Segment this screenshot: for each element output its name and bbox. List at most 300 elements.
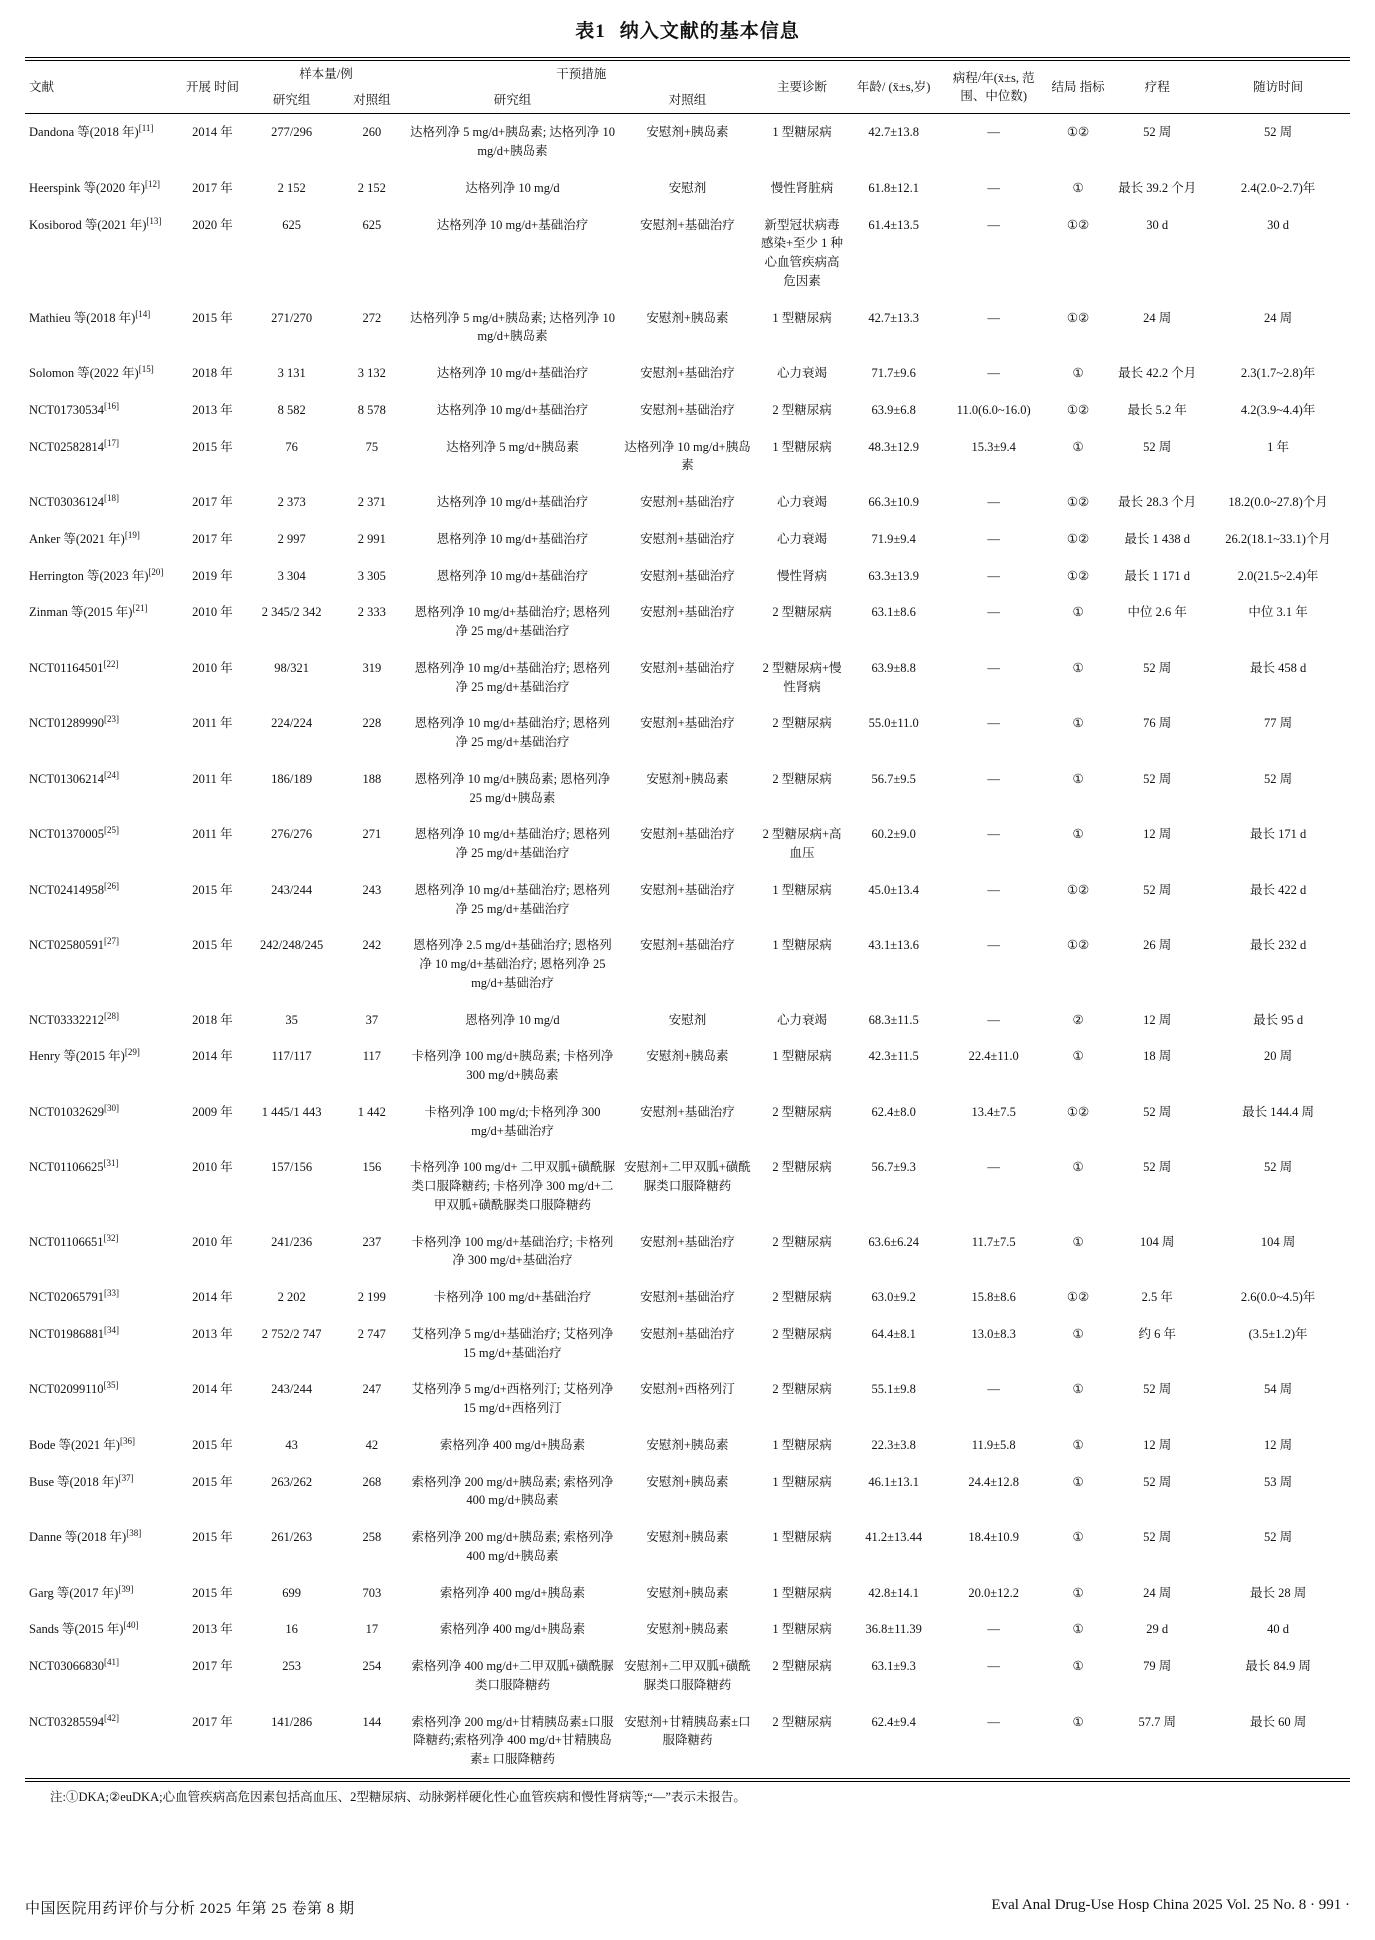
cell-duration: — bbox=[987, 1714, 1000, 1729]
cell-followup: 52 周 bbox=[1264, 1530, 1293, 1544]
cell-dx: 新型冠状病毒感染+至少 1 种心血管疾病高危因素 bbox=[761, 217, 844, 288]
cell-tx-control: 安慰剂+基础治疗 bbox=[640, 605, 735, 620]
cell-course: 79 周 bbox=[1143, 1659, 1172, 1673]
literature-name: Danne 等(2018 年) bbox=[29, 1530, 127, 1544]
cell-course: 18 周 bbox=[1143, 1049, 1172, 1064]
cell-tx-study: 艾格列净 5 mg/d+基础治疗; 艾格列净 15 mg/d+基础治疗 bbox=[411, 1326, 614, 1360]
literature-name: NCT02065791 bbox=[29, 1290, 104, 1304]
cell-outcome: ① bbox=[1072, 1530, 1084, 1544]
cell-age: 60.2±9.0 bbox=[871, 827, 916, 842]
cell-course: 12 周 bbox=[1143, 827, 1172, 842]
literature-name: NCT01032629 bbox=[29, 1104, 104, 1119]
cell-tx-study: 卡格列净 100 mg/d;卡格列净 300 mg/d+基础治疗 bbox=[424, 1104, 601, 1138]
cell-tx-study: 恩格列净 10 mg/d+基础治疗; 恩格列净 25 mg/d+基础治疗 bbox=[414, 827, 611, 860]
header-duration: 病程/年(x̄±s, 范围、中位数) bbox=[952, 71, 1035, 104]
reference-number: [30] bbox=[104, 1102, 119, 1113]
cell-outcome: ① bbox=[1072, 716, 1084, 731]
cell-tx-control: 安慰剂+胰岛素 bbox=[646, 1530, 729, 1544]
literature-name: NCT01106651 bbox=[29, 1234, 104, 1249]
cell-duration: — bbox=[987, 771, 1000, 786]
reference-number: [11] bbox=[138, 123, 154, 134]
cell-tx-control: 安慰剂+基础治疗 bbox=[640, 495, 735, 509]
cell-outcome: ① bbox=[1072, 1585, 1084, 1600]
table-title bbox=[0, 0, 1375, 43]
cell-age: 42.7±13.3 bbox=[868, 310, 919, 325]
cell-literature bbox=[25, 761, 179, 817]
cell-age: 45.0±13.4 bbox=[868, 882, 919, 897]
cell-course: 最长 1 171 d bbox=[1124, 568, 1191, 583]
cell-tx-study: 恩格列净 10 mg/d bbox=[465, 1012, 560, 1027]
cell-outcome: ①② bbox=[1066, 125, 1090, 140]
cell-tx-control: 安慰剂+胰岛素 bbox=[646, 310, 729, 325]
cell-age: 71.9±9.4 bbox=[871, 531, 916, 546]
header-literature: 文献 bbox=[29, 80, 55, 95]
header-outcome: 结局 指标 bbox=[1051, 80, 1105, 95]
cell-duration: — bbox=[987, 180, 1000, 195]
table-row bbox=[25, 1149, 1350, 1223]
literature-name: NCT03066830 bbox=[29, 1659, 104, 1673]
cell-year: 2014 年 bbox=[192, 1290, 233, 1304]
cell-literature bbox=[25, 1002, 179, 1039]
reference-number: [28] bbox=[104, 1010, 119, 1021]
cell-duration: — bbox=[987, 716, 1000, 731]
cell-age: 55.1±9.8 bbox=[871, 1382, 916, 1397]
cell-literature bbox=[25, 114, 179, 170]
cell-outcome: ① bbox=[1072, 660, 1084, 675]
cell-tx-control: 安慰剂+胰岛素 bbox=[646, 125, 729, 140]
cell-duration: — bbox=[987, 217, 1000, 232]
cell-n-study: 2 752/2 747 bbox=[261, 1326, 322, 1341]
cell-n-control: 625 bbox=[362, 217, 382, 232]
cell-outcome: ①② bbox=[1066, 882, 1090, 897]
reference-number: [33] bbox=[104, 1287, 119, 1298]
literature-name: Zinman 等(2015 年) bbox=[29, 605, 133, 620]
cell-duration: — bbox=[987, 938, 1000, 953]
literature-name: NCT03036124 bbox=[29, 495, 104, 509]
cell-n-study: 2 997 bbox=[277, 531, 306, 546]
cell-tx-study: 恩格列净 10 mg/d+基础治疗 bbox=[436, 568, 589, 583]
cell-dx: 心力衰竭 bbox=[777, 495, 828, 509]
cell-dx: 慢性肾脏病 bbox=[770, 180, 834, 195]
cell-outcome: ①② bbox=[1066, 217, 1090, 232]
table-footnote: 注:①DKA;②euDKA;心血管疾病高危因素包括高血压、2型糖尿病、动脉粥样硬化性心血管疾病和慢性肾病等;“—”表示未报告。 bbox=[50, 1789, 746, 1804]
cell-n-study: 2 152 bbox=[277, 180, 306, 195]
cell-n-control: 247 bbox=[362, 1382, 382, 1397]
table-title-label: 表1 bbox=[575, 21, 606, 42]
literature-name: Buse 等(2018 年) bbox=[29, 1474, 119, 1489]
reference-number: [34] bbox=[104, 1324, 119, 1335]
cell-followup: 24 周 bbox=[1264, 310, 1293, 325]
cell-tx-control: 安慰剂+基础治疗 bbox=[640, 366, 735, 380]
cell-duration: — bbox=[987, 827, 1000, 842]
cell-n-study: 277/296 bbox=[271, 125, 313, 140]
cell-age: 41.2±13.44 bbox=[865, 1530, 923, 1544]
cell-n-study: 117/117 bbox=[271, 1049, 312, 1064]
cell-tx-control: 安慰剂+基础治疗 bbox=[640, 531, 735, 546]
cell-n-control: 2 333 bbox=[357, 605, 386, 620]
cell-followup: 18.2(0.0~27.8)个月 bbox=[1228, 495, 1328, 509]
cell-n-control: 258 bbox=[362, 1530, 382, 1544]
cell-age: 56.7±9.3 bbox=[871, 1160, 916, 1175]
cell-tx-study: 索格列净 400 mg/d+胰岛素 bbox=[439, 1437, 586, 1452]
cell-n-control: 2 199 bbox=[357, 1290, 386, 1304]
cell-n-control: 272 bbox=[362, 310, 382, 325]
cell-tx-control: 安慰剂+西格列汀 bbox=[640, 1382, 735, 1397]
table-row bbox=[25, 761, 1350, 817]
cell-n-control: 1 442 bbox=[357, 1104, 386, 1119]
cell-literature bbox=[25, 1094, 179, 1150]
cell-literature bbox=[25, 650, 179, 706]
cell-course: 12 周 bbox=[1143, 1012, 1172, 1027]
cell-tx-study: 达格列净 10 mg/d+基础治疗 bbox=[436, 366, 589, 380]
cell-duration: 15.8±8.6 bbox=[971, 1290, 1016, 1304]
cell-tx-study: 恩格列净 10 mg/d+基础治疗; 恩格列净 25 mg/d+基础治疗 bbox=[414, 660, 611, 694]
cell-duration: — bbox=[987, 1622, 1000, 1637]
cell-tx-study: 卡格列净 100 mg/d+胰岛素; 卡格列净 300 mg/d+胰岛素 bbox=[411, 1049, 614, 1082]
cell-literature bbox=[25, 1519, 179, 1575]
cell-n-study: 243/244 bbox=[271, 882, 313, 897]
cell-n-study: 186/189 bbox=[271, 771, 313, 786]
cell-tx-control: 安慰剂+基础治疗 bbox=[640, 568, 735, 583]
cell-n-control: 703 bbox=[362, 1585, 382, 1600]
cell-tx-control: 安慰剂+甘精胰岛素±口服降糖药 bbox=[624, 1714, 751, 1748]
table-row bbox=[25, 1094, 1350, 1150]
cell-duration: — bbox=[987, 495, 1000, 509]
cell-year: 2011 年 bbox=[192, 827, 233, 842]
cell-n-control: 268 bbox=[362, 1474, 382, 1489]
cell-literature bbox=[25, 1371, 179, 1427]
cell-course: 52 周 bbox=[1143, 660, 1172, 675]
cell-followup: 77 周 bbox=[1264, 716, 1293, 731]
cell-outcome: ② bbox=[1072, 1012, 1084, 1027]
cell-course: 最长 42.2 个月 bbox=[1118, 366, 1197, 380]
cell-n-control: 260 bbox=[362, 125, 382, 140]
literature-name: NCT03332212 bbox=[29, 1012, 104, 1027]
table-row bbox=[25, 558, 1350, 595]
reference-number: [39] bbox=[118, 1583, 134, 1594]
cell-dx: 心力衰竭 bbox=[777, 531, 828, 546]
cell-dx: 2 型糖尿病 bbox=[772, 1104, 832, 1119]
cell-followup: 20 周 bbox=[1264, 1049, 1293, 1064]
cell-literature bbox=[25, 355, 179, 392]
reference-number: [37] bbox=[118, 1472, 134, 1483]
cell-literature bbox=[25, 816, 179, 872]
cell-duration: 11.0(6.0~16.0) bbox=[956, 402, 1031, 417]
cell-n-control: 319 bbox=[362, 660, 382, 675]
cell-tx-control: 达格列净 10 mg/d+胰岛素 bbox=[624, 439, 751, 473]
cell-n-study: 16 bbox=[285, 1622, 298, 1637]
cell-course: 最长 1 438 d bbox=[1124, 531, 1191, 546]
literature-name: Kosiborod 等(2021 年) bbox=[29, 217, 147, 232]
cell-n-study: 76 bbox=[285, 439, 298, 454]
cell-age: 64.4±8.1 bbox=[871, 1326, 916, 1341]
cell-year: 2013 年 bbox=[192, 1622, 233, 1637]
cell-n-control: 37 bbox=[365, 1012, 379, 1027]
cell-tx-control: 安慰剂+胰岛素 bbox=[646, 1622, 729, 1637]
cell-outcome: ① bbox=[1072, 1659, 1084, 1673]
reference-number: [35] bbox=[103, 1380, 119, 1391]
cell-age: 62.4±8.0 bbox=[871, 1104, 916, 1119]
cell-dx: 2 型糖尿病 bbox=[772, 1382, 832, 1397]
cell-tx-control: 安慰剂+胰岛素 bbox=[646, 1585, 729, 1600]
cell-n-control: 42 bbox=[365, 1437, 379, 1452]
table-row bbox=[25, 300, 1350, 356]
reference-number: [38] bbox=[126, 1527, 142, 1538]
cell-n-control: 3 305 bbox=[357, 568, 386, 583]
cell-n-study: 2 345/2 342 bbox=[261, 605, 322, 620]
cell-duration: — bbox=[987, 531, 1000, 546]
literature-name: NCT01106625 bbox=[29, 1160, 104, 1175]
cell-age: 61.4±13.5 bbox=[868, 217, 919, 232]
cell-course: 最长 39.2 个月 bbox=[1118, 180, 1197, 195]
cell-literature bbox=[25, 1224, 179, 1280]
table-row bbox=[25, 1427, 1350, 1464]
literature-name: NCT03285594 bbox=[29, 1714, 104, 1729]
reference-number: [24] bbox=[104, 769, 119, 780]
cell-n-study: 261/263 bbox=[271, 1530, 313, 1544]
cell-tx-control: 安慰剂+基础治疗 bbox=[640, 716, 735, 731]
cell-tx-study: 艾格列净 5 mg/d+西格列汀; 艾格列净 15 mg/d+西格列汀 bbox=[411, 1382, 614, 1415]
cell-followup: 最长 28 周 bbox=[1249, 1585, 1307, 1600]
cell-followup: 2.0(21.5~2.4)年 bbox=[1237, 568, 1319, 583]
cell-dx: 1 型糖尿病 bbox=[772, 1530, 832, 1544]
cell-n-study: 224/224 bbox=[271, 716, 313, 731]
cell-outcome: ① bbox=[1072, 771, 1084, 786]
cell-age: 63.0±9.2 bbox=[871, 1290, 916, 1304]
reference-number: [19] bbox=[124, 529, 140, 540]
cell-outcome: ①② bbox=[1066, 938, 1090, 953]
cell-outcome: ① bbox=[1072, 1234, 1084, 1249]
cell-year: 2011 年 bbox=[192, 771, 233, 786]
header-followup: 随访时间 bbox=[1253, 80, 1304, 95]
literature-name: NCT01289990 bbox=[29, 716, 104, 731]
cell-n-control: 75 bbox=[365, 439, 379, 454]
cell-year: 2015 年 bbox=[192, 1530, 233, 1544]
cell-outcome: ① bbox=[1072, 1382, 1084, 1397]
cell-followup: 52 周 bbox=[1264, 125, 1293, 140]
cell-outcome: ① bbox=[1072, 439, 1084, 454]
reference-number: [15] bbox=[138, 363, 154, 374]
cell-duration: 22.4±11.0 bbox=[968, 1049, 1019, 1064]
literature-name: NCT02580591 bbox=[29, 938, 104, 953]
header-sample-control: 对照组 bbox=[353, 93, 391, 108]
cell-duration: 11.9±5.8 bbox=[971, 1437, 1016, 1452]
cell-followup: 最长 232 d bbox=[1249, 938, 1307, 953]
cell-duration: 24.4±12.8 bbox=[968, 1474, 1019, 1489]
cell-age: 63.3±13.9 bbox=[868, 568, 919, 583]
cell-literature bbox=[25, 1648, 179, 1704]
table-row bbox=[25, 816, 1350, 872]
cell-tx-study: 索格列净 200 mg/d+甘精胰岛素±口服降糖药;索格列净 400 mg/d+甘精胰岛素± 口服降糖药 bbox=[411, 1714, 614, 1766]
table-row bbox=[25, 392, 1350, 429]
cell-outcome: ①② bbox=[1066, 568, 1090, 583]
cell-tx-study: 恩格列净 10 mg/d+基础治疗; 恩格列净 25 mg/d+基础治疗 bbox=[414, 605, 611, 638]
cell-dx: 2 型糖尿病 bbox=[772, 1714, 832, 1729]
cell-age: 61.8±12.1 bbox=[868, 180, 919, 195]
cell-n-study: 253 bbox=[282, 1659, 302, 1673]
table-row bbox=[25, 1519, 1350, 1575]
cell-duration: 13.0±8.3 bbox=[971, 1326, 1016, 1341]
table-row bbox=[25, 927, 1350, 1001]
cell-year: 2015 年 bbox=[192, 938, 233, 953]
cell-n-control: 2 371 bbox=[357, 495, 386, 509]
cell-n-control: 8 578 bbox=[357, 402, 386, 417]
cell-duration: — bbox=[987, 125, 1000, 140]
reference-number: [26] bbox=[104, 880, 119, 891]
cell-tx-study: 达格列净 10 mg/d bbox=[465, 180, 560, 195]
literature-name: Bode 等(2021 年) bbox=[29, 1437, 120, 1452]
cell-outcome: ① bbox=[1072, 827, 1084, 842]
cell-n-control: 2 747 bbox=[357, 1326, 386, 1341]
cell-n-study: 625 bbox=[282, 217, 302, 232]
cell-year: 2017 年 bbox=[192, 531, 233, 546]
cell-course: 57.7 周 bbox=[1138, 1714, 1176, 1729]
cell-literature bbox=[25, 1279, 179, 1316]
cell-tx-control: 安慰剂+基础治疗 bbox=[640, 882, 735, 897]
table-row bbox=[25, 1464, 1350, 1520]
cell-dx: 1 型糖尿病 bbox=[772, 882, 832, 897]
cell-dx: 慢性肾病 bbox=[777, 568, 828, 583]
cell-age: 46.1±13.1 bbox=[868, 1474, 919, 1489]
cell-duration: 18.4±10.9 bbox=[968, 1530, 1019, 1544]
cell-age: 22.3±3.8 bbox=[871, 1437, 916, 1452]
cell-age: 66.3±10.9 bbox=[868, 495, 919, 509]
cell-course: 76 周 bbox=[1143, 716, 1172, 731]
header-sample-group: 样本量/例 bbox=[299, 67, 353, 81]
cell-n-control: 228 bbox=[362, 716, 382, 731]
cell-dx: 1 型糖尿病 bbox=[772, 1622, 832, 1637]
literature-name: NCT01164501 bbox=[29, 660, 104, 675]
cell-age: 63.1±8.6 bbox=[871, 605, 916, 620]
cell-year: 2009 年 bbox=[192, 1104, 233, 1119]
cell-year: 2018 年 bbox=[192, 1012, 233, 1027]
cell-year: 2014 年 bbox=[192, 1382, 233, 1397]
reference-number: [12] bbox=[144, 178, 160, 189]
cell-outcome: ① bbox=[1072, 1622, 1084, 1637]
cell-outcome: ① bbox=[1072, 1714, 1084, 1729]
header-diagnosis: 主要诊断 bbox=[777, 80, 828, 95]
cell-tx-control: 安慰剂+二甲双胍+磺酰脲类口服降糖药 bbox=[624, 1659, 751, 1692]
cell-course: 26 周 bbox=[1143, 938, 1172, 953]
cell-tx-control: 安慰剂+基础治疗 bbox=[640, 938, 735, 953]
cell-literature bbox=[25, 392, 179, 429]
cell-followup: 1 年 bbox=[1267, 439, 1290, 454]
cell-dx: 2 型糖尿病 bbox=[772, 605, 832, 620]
cell-year: 2013 年 bbox=[192, 1326, 233, 1341]
cell-tx-study: 卡格列净 100 mg/d+基础治疗 bbox=[433, 1290, 592, 1304]
cell-n-study: 271/270 bbox=[271, 310, 313, 325]
table-row bbox=[25, 650, 1350, 706]
cell-year: 2017 年 bbox=[192, 180, 233, 195]
cell-age: 56.7±9.5 bbox=[871, 771, 916, 786]
cell-dx: 2 型糖尿病+慢性肾病 bbox=[762, 660, 842, 694]
cell-dx: 1 型糖尿病 bbox=[772, 125, 832, 140]
literature-name: Solomon 等(2022 年) bbox=[29, 366, 139, 380]
cell-dx: 2 型糖尿病 bbox=[772, 1326, 832, 1341]
cell-literature bbox=[25, 558, 179, 595]
cell-year: 2013 年 bbox=[192, 402, 233, 417]
literature-name: NCT02582814 bbox=[29, 439, 104, 454]
cell-course: 12 周 bbox=[1143, 1437, 1172, 1452]
page-footer bbox=[25, 1897, 1350, 1918]
header-age: 年龄/ (x̄±s,岁) bbox=[856, 80, 931, 95]
cell-literature bbox=[25, 1149, 179, 1223]
cell-outcome: ①② bbox=[1066, 402, 1090, 417]
reference-number: [14] bbox=[135, 308, 151, 319]
cell-tx-study: 达格列净 10 mg/d+基础治疗 bbox=[436, 217, 589, 232]
cell-dx: 1 型糖尿病 bbox=[772, 938, 832, 953]
reference-number: [23] bbox=[104, 714, 119, 725]
header-intervention-study: 研究组 bbox=[493, 93, 532, 108]
reference-number: [40] bbox=[123, 1620, 139, 1631]
cell-dx: 2 型糖尿病 bbox=[772, 1290, 832, 1304]
cell-tx-control: 安慰剂+基础治疗 bbox=[640, 1290, 735, 1304]
cell-tx-study: 恩格列净 10 mg/d+基础治疗; 恩格列净 25 mg/d+基础治疗 bbox=[414, 882, 611, 916]
cell-dx: 2 型糖尿病 bbox=[772, 1160, 832, 1175]
header-start-time: 开展 时间 bbox=[185, 80, 240, 95]
reference-number: [42] bbox=[104, 1712, 119, 1723]
reference-number: [31] bbox=[103, 1158, 119, 1169]
cell-outcome: ①② bbox=[1066, 531, 1090, 546]
cell-literature bbox=[25, 521, 179, 558]
cell-tx-study: 恩格列净 10 mg/d+基础治疗; 恩格列净 25 mg/d+基础治疗 bbox=[414, 716, 611, 749]
cell-n-control: 243 bbox=[362, 882, 382, 897]
cell-year: 2015 年 bbox=[192, 1474, 233, 1489]
cell-n-control: 117 bbox=[362, 1049, 381, 1064]
reference-number: [16] bbox=[104, 400, 119, 411]
cell-dx: 2 型糖尿病 bbox=[772, 1659, 832, 1673]
cell-n-study: 8 582 bbox=[277, 402, 306, 417]
cell-n-control: 188 bbox=[362, 771, 382, 786]
literature-name: Sands 等(2015 年) bbox=[29, 1622, 124, 1637]
cell-literature bbox=[25, 705, 179, 761]
cell-duration: — bbox=[987, 882, 1000, 897]
cell-age: 42.7±13.8 bbox=[868, 125, 919, 140]
reference-number: [13] bbox=[146, 215, 162, 226]
literature-name: Anker 等(2021 年) bbox=[29, 531, 125, 546]
cell-dx: 2 型糖尿病+高血压 bbox=[762, 827, 842, 860]
cell-course: 最长 5.2 年 bbox=[1127, 402, 1187, 417]
cell-duration: 20.0±12.2 bbox=[968, 1585, 1019, 1600]
literature-name: Herrington 等(2023 年) bbox=[29, 568, 149, 583]
cell-n-control: 156 bbox=[362, 1160, 382, 1175]
cell-tx-study: 达格列净 10 mg/d+基础治疗 bbox=[436, 402, 589, 417]
cell-followup: 最长 458 d bbox=[1249, 660, 1307, 675]
cell-year: 2020 年 bbox=[192, 217, 233, 232]
cell-tx-study: 卡格列净 100 mg/d+ 二甲双胍+磺酰脲类口服降糖药; 卡格列净 300 mg/d+二甲双胍+磺酰脲类口服降糖药 bbox=[409, 1160, 616, 1212]
literature-name: NCT01370005 bbox=[29, 827, 104, 842]
cell-n-control: 17 bbox=[365, 1622, 379, 1637]
table-row bbox=[25, 170, 1350, 207]
cell-followup: 52 周 bbox=[1264, 771, 1293, 786]
cell-tx-study: 索格列净 400 mg/d+胰岛素 bbox=[439, 1585, 586, 1600]
table-row bbox=[25, 705, 1350, 761]
cell-dx: 1 型糖尿病 bbox=[772, 310, 832, 325]
literature-name: NCT01730534 bbox=[29, 402, 104, 417]
cell-dx: 1 型糖尿病 bbox=[772, 1585, 832, 1600]
table-row bbox=[25, 521, 1350, 558]
cell-tx-control: 安慰剂+基础治疗 bbox=[640, 217, 735, 232]
header-sample-study: 研究组 bbox=[272, 93, 311, 108]
cell-literature bbox=[25, 1464, 179, 1520]
cell-n-study: 243/244 bbox=[271, 1382, 313, 1397]
cell-followup: 104 周 bbox=[1260, 1234, 1296, 1249]
table-row bbox=[25, 1648, 1350, 1704]
cell-year: 2015 年 bbox=[192, 1437, 233, 1452]
cell-course: 2.5 年 bbox=[1141, 1290, 1173, 1304]
cell-outcome: ① bbox=[1072, 1326, 1084, 1341]
cell-outcome: ①② bbox=[1066, 1104, 1090, 1119]
